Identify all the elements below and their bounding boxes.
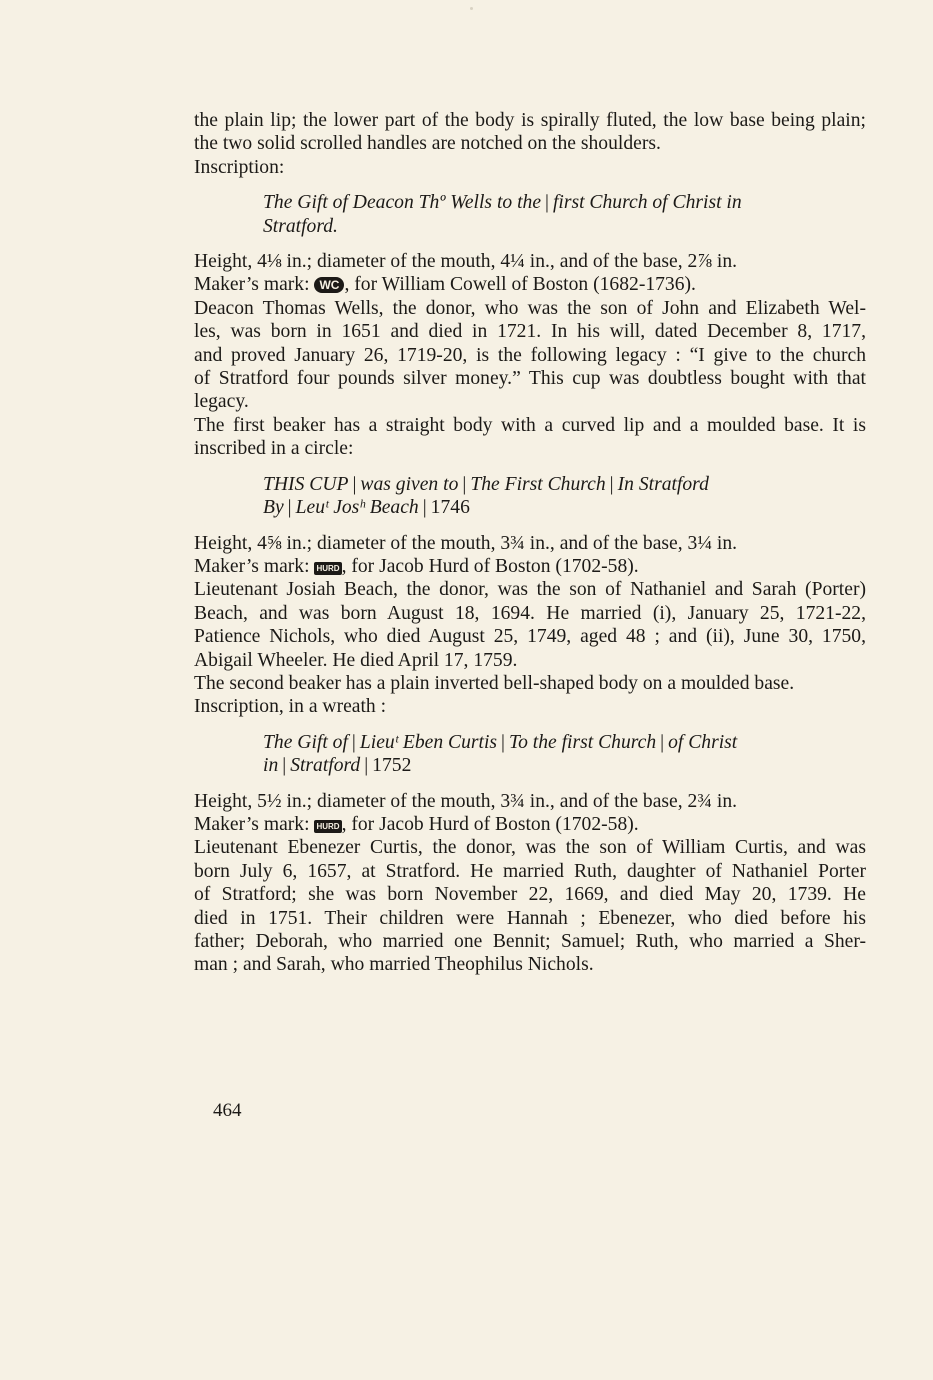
text-line: died in 1751. Their children were Hannah ; Ebenezer, who died before his <box>194 907 866 929</box>
text-line: les, was born in 1651 and died in 1721. In his will, dated December 8, 1717, <box>194 321 866 343</box>
text-line: Inscription: <box>194 156 285 178</box>
text-line: Abigail Wheeler. He died April 17, 1759. <box>194 649 518 671</box>
text-line: The first beaker has a straight body with a curved lip and a moulded base. It is <box>194 414 866 436</box>
inscription-line: THIS CUP | was given to | The First Church | In Stratford <box>263 473 709 495</box>
text-line: Lieutenant Josiah Beach, the donor, was the son of Nathaniel and Sarah (Porter) <box>194 579 866 601</box>
text-line: father; Deborah, who married one Bennit; Samuel; Ruth, who married a Sher- <box>194 931 866 952</box>
dimensions: Height, 5½ in.; diameter of the mouth, 3¾ in., and of the base, 2¾ in. <box>194 790 738 812</box>
makers-mark-line: Maker’s mark: HURD , for Jacob Hurd of Boston (1702-58). <box>194 813 639 835</box>
page-number: 464 <box>213 1100 242 1121</box>
text-line: Lieutenant Ebenezer Curtis, the donor, was the son of William Curtis, and was <box>194 837 866 859</box>
inscription-part: first Church of Christ in <box>552 192 742 214</box>
text-line: of Stratford four pounds silver money.” This cup was doubtless bought with that <box>194 368 866 390</box>
text-line: inscribed in a circle: <box>194 438 354 460</box>
makers-mark-hurd: HURD <box>316 563 340 573</box>
text-line: Deacon Thomas Wells, the donor, who was the son of John and Elizabeth Wel- <box>194 297 866 319</box>
text-line: born July 6, 1657, at Stratford. He married Ruth, daughter of Nathaniel Porter <box>194 860 866 882</box>
text-line: Inscription, in a wreath : <box>194 696 387 718</box>
dimensions: Height, 4⅛ in.; diameter of the mouth, 4¼ in., and of the base, 2⅞ in. <box>194 251 738 273</box>
print-speck <box>470 7 473 10</box>
text-line: legacy. <box>194 391 249 413</box>
makers-mark-wc: WC <box>314 277 344 293</box>
makers-mark-line: Maker’s mark: HURD , for Jacob Hurd of Boston (1702-58). <box>194 555 639 577</box>
inscription-line <box>194 215 866 238</box>
inscription-line: By | Leuᵗ Josʰ Beach | 1746 <box>263 497 470 519</box>
text-line: Beach, and was born August 18, 1694. He married (i), January 25, 1721-22, <box>194 602 866 624</box>
text-line: and proved January 26, 1719-20, is the following legacy : “I give to the church <box>194 344 866 366</box>
text-line: the two solid scrolled handles are notched on the shoulders. <box>194 133 661 155</box>
inscription-line: The Gift of Deacon Thº Wells to the | first Church of Christ in <box>263 192 742 214</box>
text-line: The second beaker has a plain inverted bell-shaped body on a moulded base. <box>194 672 795 694</box>
makers-mark-hurd: HURD <box>316 821 340 831</box>
inscription-line: in | Stratford | 1752 <box>263 755 412 777</box>
text-line: Patience Nichols, who died August 25, 1749, aged 48 ; and (ii), June 30, 1750, <box>194 626 866 648</box>
page-body <box>194 109 866 977</box>
dimensions: Height, 4⅝ in.; diameter of the mouth, 3¾ in., and of the base, 3¼ in. <box>194 532 738 554</box>
text-line: man ; and Sarah, who married Theophilus Nichols. <box>194 954 594 976</box>
text-line: of Stratford; she was born November 22, 1669, and died May 20, 1739. He <box>194 884 866 906</box>
inscription-part: The Gift of Deacon Thº Wells to the <box>263 192 542 214</box>
inscription-line: The Gift of | Lieuᵗ Eben Curtis | To the first Church | of Christ <box>263 731 738 753</box>
text-line: the plain lip; the lower part of the body is spirally fluted, the low base being plain; <box>194 110 866 131</box>
inscription-part: Stratford. <box>263 215 338 237</box>
makers-mark-line: Maker’s mark: WC , for William Cowell of Boston (1682-1736). <box>194 274 696 296</box>
